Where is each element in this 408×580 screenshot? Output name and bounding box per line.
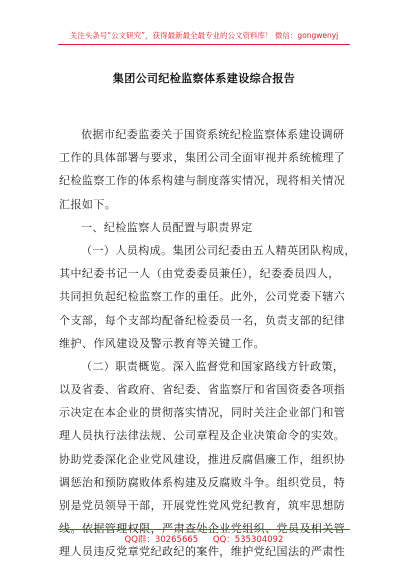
footer-contact (0, 533, 408, 545)
footer-divider (58, 529, 350, 530)
paragraph-line: 汇报如下。 (59, 197, 117, 211)
paragraph-line: 理人员违反党章党纪政纪的案件，维护党纪国法的严肃性 (59, 545, 346, 559)
paragraph-line: 以及省委、省政府、省纪委、省监察厅和省国资委各项指 (59, 383, 346, 397)
paragraph-line: 工作的具体部署与要求，集团公司全面审视并系统梳理了 (59, 151, 346, 165)
footer-qq: QQ：535304092 (212, 535, 284, 545)
paragraph-line: 别是党员领导干部，开展党性党风党纪教育，筑牢思想防 (59, 499, 346, 512)
paragraph-line: 示决定在本企业的贯彻落实情况，同时关注企业部门和管 (59, 406, 346, 420)
section-heading: 一、纪检监察人员配置与职责界定 (81, 220, 253, 234)
header-banner: 关注头条号“公文研究”，获得最新最全最专业的公文资料库！ 微信：gongwenyj (69, 31, 339, 40)
paragraph-line: 线。依据管理权限，严肃查处企业党组织、党员及相关管 (59, 522, 346, 536)
footer-qq-group: QQ群：30265665 (124, 535, 199, 545)
paragraph-line: 调惩治和预防腐败体系构建及反腐败斗争。组织党员，特 (59, 475, 346, 489)
header-divider (58, 44, 350, 45)
paragraph-line: 维护、作风建设及警示教育等关键工作。 (59, 336, 266, 350)
paragraph-line: 个支部，每个支部均配备纪检委员一名，负责支部的纪律 (59, 313, 346, 327)
paragraph-line: 理人员执行法律法规、公司章程及企业决策命令的实效。 (59, 429, 346, 443)
document-body (59, 123, 357, 564)
paragraph-line: 协助党委深化企业党风建设，推进反腐倡廉工作，组织协 (59, 452, 346, 466)
paragraph-line: 共同担负起纪检监察工作的重任。此外，公司党委下辖六 (59, 290, 346, 304)
paragraph-line: （二）职责概览。深入监督党和国家路线方针政策， (81, 359, 345, 373)
paragraph-line: 纪检监察工作的体系构建与制度落实情况，现将相关情况 (59, 174, 346, 188)
document-title: 集团公司纪检监察体系建设综合报告 (112, 72, 296, 85)
paragraph-line: （一）人员构成。集团公司纪委由五人精英团队构成， (81, 243, 356, 257)
paragraph-line: 依据市纪委监委关于国资系统纪检监察体系建设调研 (81, 128, 345, 141)
paragraph-line: 其中纪委书记一人（由党委委员兼任），纪委委员四人， (59, 267, 340, 281)
